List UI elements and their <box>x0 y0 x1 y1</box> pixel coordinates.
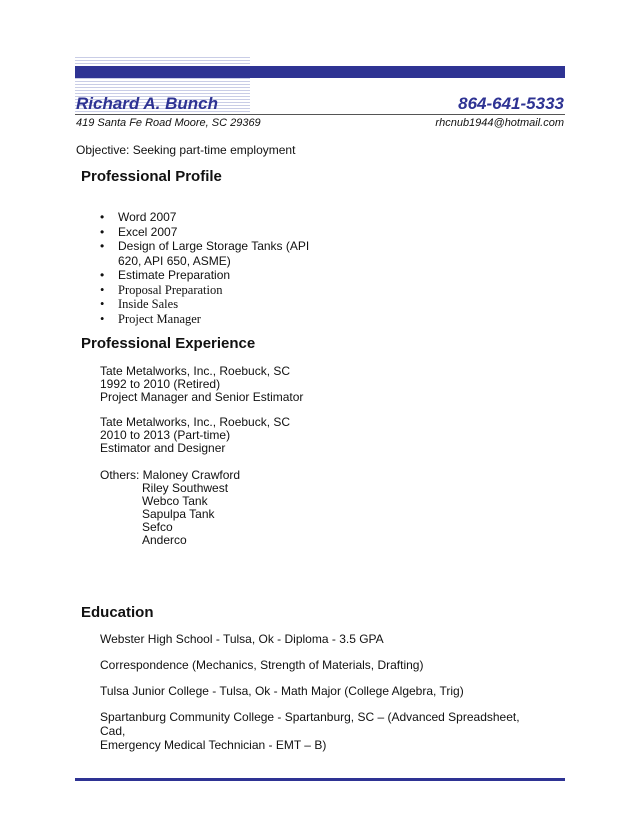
header-accent-bar <box>75 66 565 78</box>
job-company: Tate Metalworks, Inc., Roebuck, SC <box>100 415 291 429</box>
objective: Objective: Seeking part-time employment <box>76 143 296 157</box>
list-item: Anderco <box>142 533 187 547</box>
list-item: • Inside Sales <box>100 297 309 312</box>
list-item: • Excel 2007 <box>100 225 309 240</box>
list-item: Webco Tank <box>142 494 208 508</box>
header-divider <box>75 114 565 115</box>
job-title: Project Manager and Senior Estimator <box>100 390 304 404</box>
list-item: • Word 2007 <box>100 210 309 225</box>
education-item: Correspondence (Mechanics, Strength of Materials, Drafting) <box>100 658 424 672</box>
list-item: • Proposal Preparation <box>100 283 309 298</box>
job-years: 2010 to 2013 (Part-time) <box>100 428 231 442</box>
job-entry <box>100 365 303 404</box>
profile-heading: Professional Profile <box>81 168 222 185</box>
list-item: Riley Southwest <box>142 481 229 495</box>
list-item: • Design of Large Storage Tanks (API 620, API 650, ASME) <box>100 239 309 268</box>
applicant-name: Richard A. Bunch <box>76 94 218 113</box>
education-item: Spartanburg Community College - Spartanburg, SC – (Advanced Spreadsheet, Cad, Emergency Medical Technician - EMT – B) <box>100 710 520 752</box>
job-company: Tate Metalworks, Inc., Roebuck, SC <box>100 364 291 378</box>
skills-list <box>100 210 309 326</box>
email-address: rhcnub1944@hotmail.com <box>435 117 564 129</box>
others-list <box>142 482 228 547</box>
education-item: Webster High School - Tulsa, Ok - Diploma - 3.5 GPA <box>100 632 384 646</box>
list-item: • Project Manager <box>100 312 309 327</box>
others-label: Others: Maloney Crawford <box>100 468 241 482</box>
job-entry <box>100 416 290 455</box>
footer-rule <box>75 778 565 781</box>
phone-number: 864-641-5333 <box>458 94 564 113</box>
list-item: Sefco <box>142 520 173 534</box>
list-item: Sapulpa Tank <box>142 507 215 521</box>
experience-heading: Professional Experience <box>81 335 256 352</box>
education-heading: Education <box>81 604 154 621</box>
job-years: 1992 to 2010 (Retired) <box>100 377 221 391</box>
job-title: Estimator and Designer <box>100 441 226 455</box>
list-item: • Estimate Preparation <box>100 268 309 283</box>
education-item: Tulsa Junior College - Tulsa, Ok - Math Major (College Algebra, Trig) <box>100 684 464 698</box>
address: 419 Santa Fe Road Moore, SC 29369 <box>76 117 261 129</box>
